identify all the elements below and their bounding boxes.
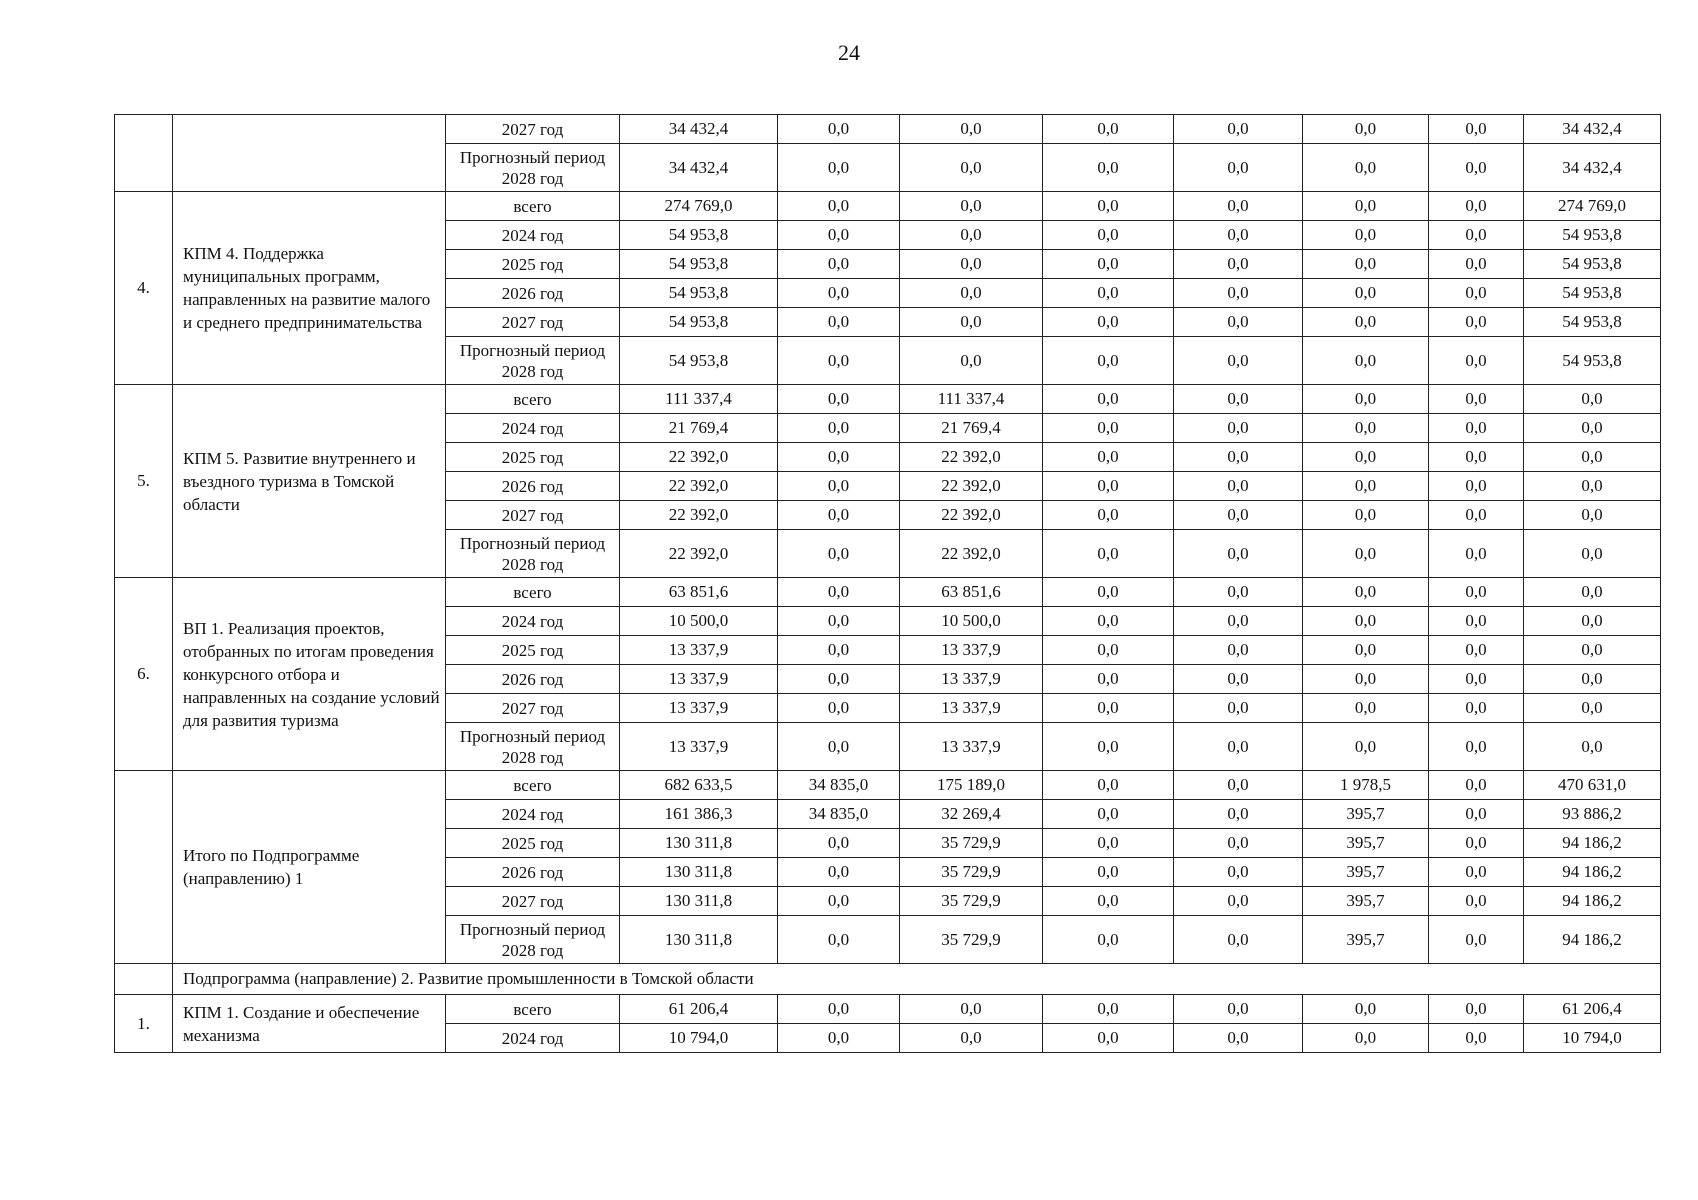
value-cell: 0,0: [900, 144, 1043, 192]
value-cell: 0,0: [1043, 665, 1174, 694]
value-cell: 0,0: [1043, 250, 1174, 279]
value-cell: 13 337,9: [900, 723, 1043, 771]
value-cell: 130 311,8: [620, 916, 778, 964]
value-cell: 0,0: [1524, 414, 1661, 443]
value-cell: 130 311,8: [620, 858, 778, 887]
value-cell: 0,0: [1524, 665, 1661, 694]
value-cell: 35 729,9: [900, 887, 1043, 916]
value-cell: 0,0: [1429, 607, 1524, 636]
period-cell: 2027 год: [446, 887, 620, 916]
value-cell: 0,0: [1429, 916, 1524, 964]
value-cell: 0,0: [1303, 607, 1429, 636]
period-cell: 2025 год: [446, 443, 620, 472]
value-cell: 0,0: [1303, 501, 1429, 530]
value-cell: 0,0: [1429, 414, 1524, 443]
value-cell: 0,0: [1043, 279, 1174, 308]
value-cell: 0,0: [1429, 115, 1524, 144]
value-cell: 395,7: [1303, 800, 1429, 829]
value-cell: 0,0: [778, 308, 900, 337]
value-cell: 0,0: [1303, 337, 1429, 385]
value-cell: 0,0: [1043, 501, 1174, 530]
value-cell: 10 500,0: [900, 607, 1043, 636]
table-row: [115, 115, 1661, 144]
value-cell: 0,0: [1174, 308, 1303, 337]
value-cell: 0,0: [1524, 694, 1661, 723]
value-cell: 0,0: [1174, 636, 1303, 665]
table-row: [115, 995, 1661, 1024]
page-number: 24: [838, 40, 860, 65]
value-cell: 0,0: [1524, 501, 1661, 530]
program-name: Итого по Подпрограмме (направлению) 1: [173, 771, 446, 964]
value-cell: 0,0: [778, 530, 900, 578]
value-cell: 0,0: [1043, 858, 1174, 887]
value-cell: 0,0: [1303, 115, 1429, 144]
value-cell: 0,0: [900, 995, 1043, 1024]
value-cell: 111 337,4: [620, 385, 778, 414]
value-cell: 0,0: [778, 144, 900, 192]
value-cell: 0,0: [1174, 472, 1303, 501]
period-cell: 2024 год: [446, 221, 620, 250]
value-cell: 0,0: [1429, 1024, 1524, 1053]
value-cell: 54 953,8: [1524, 250, 1661, 279]
value-cell: 93 886,2: [1524, 800, 1661, 829]
value-cell: 0,0: [1429, 337, 1524, 385]
value-cell: 0,0: [1174, 144, 1303, 192]
row-number: 4.: [115, 192, 173, 385]
value-cell: 0,0: [778, 723, 900, 771]
value-cell: 0,0: [778, 636, 900, 665]
value-cell: 175 189,0: [900, 771, 1043, 800]
value-cell: 0,0: [1174, 800, 1303, 829]
value-cell: 94 186,2: [1524, 887, 1661, 916]
value-cell: 0,0: [1303, 221, 1429, 250]
section-header: Подпрограмма (направление) 2. Развитие промышленности в Томской области: [173, 964, 1661, 995]
value-cell: 0,0: [1174, 771, 1303, 800]
value-cell: 0,0: [778, 887, 900, 916]
period-cell: 2026 год: [446, 472, 620, 501]
value-cell: 0,0: [1174, 995, 1303, 1024]
value-cell: 0,0: [900, 337, 1043, 385]
value-cell: 34 835,0: [778, 800, 900, 829]
value-cell: 13 337,9: [900, 636, 1043, 665]
value-cell: 0,0: [1429, 771, 1524, 800]
value-cell: 0,0: [1303, 694, 1429, 723]
value-cell: 0,0: [1043, 385, 1174, 414]
value-cell: 0,0: [1303, 995, 1429, 1024]
value-cell: 0,0: [1429, 636, 1524, 665]
value-cell: 54 953,8: [1524, 337, 1661, 385]
value-cell: 22 392,0: [900, 501, 1043, 530]
value-cell: 0,0: [1524, 723, 1661, 771]
value-cell: 395,7: [1303, 829, 1429, 858]
period-cell: всего: [446, 578, 620, 607]
value-cell: 0,0: [1043, 771, 1174, 800]
value-cell: 21 769,4: [900, 414, 1043, 443]
value-cell: 0,0: [1174, 414, 1303, 443]
value-cell: 0,0: [1174, 694, 1303, 723]
value-cell: 0,0: [1429, 858, 1524, 887]
value-cell: 13 337,9: [620, 694, 778, 723]
value-cell: 0,0: [1174, 858, 1303, 887]
period-cell: 2027 год: [446, 308, 620, 337]
value-cell: 0,0: [1174, 250, 1303, 279]
value-cell: 10 500,0: [620, 607, 778, 636]
value-cell: 61 206,4: [620, 995, 778, 1024]
value-cell: 0,0: [1043, 694, 1174, 723]
value-cell: 0,0: [1429, 250, 1524, 279]
value-cell: 0,0: [1174, 385, 1303, 414]
value-cell: 0,0: [1303, 192, 1429, 221]
value-cell: 0,0: [1303, 279, 1429, 308]
value-cell: 0,0: [1429, 221, 1524, 250]
value-cell: 0,0: [1524, 472, 1661, 501]
value-cell: 0,0: [1043, 443, 1174, 472]
value-cell: 0,0: [1043, 144, 1174, 192]
value-cell: 0,0: [778, 995, 900, 1024]
value-cell: 0,0: [1174, 665, 1303, 694]
value-cell: 470 631,0: [1524, 771, 1661, 800]
value-cell: 0,0: [778, 115, 900, 144]
value-cell: 0,0: [1303, 443, 1429, 472]
value-cell: 0,0: [1043, 607, 1174, 636]
period-cell: Прогнозный период 2028 год: [446, 144, 620, 192]
period-cell: 2024 год: [446, 607, 620, 636]
period-cell: Прогнозный период 2028 год: [446, 337, 620, 385]
value-cell: 0,0: [1429, 279, 1524, 308]
row-number: 1.: [115, 995, 173, 1053]
value-cell: 274 769,0: [620, 192, 778, 221]
value-cell: 0,0: [1043, 800, 1174, 829]
value-cell: 22 392,0: [620, 501, 778, 530]
row-number: [115, 964, 173, 995]
value-cell: 22 392,0: [620, 472, 778, 501]
value-cell: 54 953,8: [620, 279, 778, 308]
value-cell: 0,0: [1043, 192, 1174, 221]
period-cell: 2024 год: [446, 1024, 620, 1053]
value-cell: 22 392,0: [620, 443, 778, 472]
value-cell: 0,0: [1174, 192, 1303, 221]
value-cell: 0,0: [1429, 665, 1524, 694]
value-cell: 0,0: [1429, 472, 1524, 501]
value-cell: 32 269,4: [900, 800, 1043, 829]
value-cell: 21 769,4: [620, 414, 778, 443]
value-cell: 0,0: [778, 1024, 900, 1053]
value-cell: 0,0: [1174, 221, 1303, 250]
value-cell: 0,0: [1174, 829, 1303, 858]
value-cell: 161 386,3: [620, 800, 778, 829]
table-row: [115, 385, 1661, 414]
value-cell: 94 186,2: [1524, 916, 1661, 964]
value-cell: 0,0: [778, 250, 900, 279]
value-cell: 0,0: [1043, 337, 1174, 385]
value-cell: 0,0: [1043, 1024, 1174, 1053]
period-cell: 2027 год: [446, 501, 620, 530]
value-cell: 63 851,6: [900, 578, 1043, 607]
value-cell: 0,0: [1303, 636, 1429, 665]
value-cell: 54 953,8: [1524, 279, 1661, 308]
value-cell: 0,0: [1429, 385, 1524, 414]
period-cell: 2025 год: [446, 250, 620, 279]
value-cell: 0,0: [778, 279, 900, 308]
value-cell: 0,0: [1303, 144, 1429, 192]
value-cell: 0,0: [1429, 192, 1524, 221]
value-cell: 0,0: [1043, 472, 1174, 501]
value-cell: 35 729,9: [900, 858, 1043, 887]
value-cell: 0,0: [1174, 115, 1303, 144]
value-cell: 0,0: [1043, 530, 1174, 578]
period-cell: 2024 год: [446, 414, 620, 443]
value-cell: 0,0: [1303, 414, 1429, 443]
row-number: [115, 115, 173, 192]
value-cell: 54 953,8: [1524, 308, 1661, 337]
value-cell: 0,0: [1043, 308, 1174, 337]
value-cell: 395,7: [1303, 916, 1429, 964]
value-cell: 94 186,2: [1524, 829, 1661, 858]
value-cell: 54 953,8: [620, 221, 778, 250]
value-cell: 35 729,9: [900, 829, 1043, 858]
value-cell: 0,0: [778, 916, 900, 964]
value-cell: 0,0: [1174, 916, 1303, 964]
value-cell: 274 769,0: [1524, 192, 1661, 221]
value-cell: 94 186,2: [1524, 858, 1661, 887]
value-cell: 0,0: [900, 308, 1043, 337]
value-cell: 0,0: [1043, 887, 1174, 916]
value-cell: 0,0: [778, 501, 900, 530]
value-cell: 0,0: [1303, 250, 1429, 279]
value-cell: 0,0: [1429, 694, 1524, 723]
value-cell: 0,0: [1524, 443, 1661, 472]
period-cell: Прогнозный период 2028 год: [446, 530, 620, 578]
value-cell: 0,0: [1174, 1024, 1303, 1053]
value-cell: 0,0: [778, 829, 900, 858]
value-cell: 13 337,9: [620, 723, 778, 771]
period-cell: 2025 год: [446, 636, 620, 665]
value-cell: 34 432,4: [620, 144, 778, 192]
value-cell: 0,0: [900, 221, 1043, 250]
value-cell: 13 337,9: [620, 665, 778, 694]
value-cell: 0,0: [778, 578, 900, 607]
value-cell: 22 392,0: [900, 472, 1043, 501]
value-cell: 0,0: [1429, 501, 1524, 530]
value-cell: 34 432,4: [620, 115, 778, 144]
program-name: КПМ 5. Развитие внутреннего и въездного туризма в Томской области: [173, 385, 446, 578]
period-cell: всего: [446, 771, 620, 800]
period-cell: 2026 год: [446, 665, 620, 694]
value-cell: 0,0: [1174, 887, 1303, 916]
value-cell: 13 337,9: [620, 636, 778, 665]
value-cell: 0,0: [1429, 443, 1524, 472]
period-cell: 2027 год: [446, 694, 620, 723]
value-cell: 111 337,4: [900, 385, 1043, 414]
value-cell: 0,0: [778, 443, 900, 472]
value-cell: 0,0: [1524, 636, 1661, 665]
value-cell: 22 392,0: [620, 530, 778, 578]
value-cell: 0,0: [900, 279, 1043, 308]
value-cell: 0,0: [1174, 578, 1303, 607]
value-cell: 0,0: [1303, 472, 1429, 501]
period-cell: Прогнозный период 2028 год: [446, 723, 620, 771]
period-cell: 2026 год: [446, 279, 620, 308]
value-cell: 0,0: [778, 607, 900, 636]
period-cell: всего: [446, 192, 620, 221]
value-cell: 0,0: [1303, 308, 1429, 337]
value-cell: 0,0: [1043, 995, 1174, 1024]
budget-table: [114, 114, 1661, 1053]
value-cell: 0,0: [1429, 578, 1524, 607]
value-cell: 395,7: [1303, 858, 1429, 887]
value-cell: 63 851,6: [620, 578, 778, 607]
value-cell: 0,0: [1303, 578, 1429, 607]
table-row: [115, 771, 1661, 800]
value-cell: 0,0: [778, 414, 900, 443]
period-cell: всего: [446, 385, 620, 414]
value-cell: 0,0: [778, 385, 900, 414]
value-cell: 0,0: [1043, 115, 1174, 144]
value-cell: 0,0: [1174, 443, 1303, 472]
value-cell: 0,0: [900, 1024, 1043, 1053]
value-cell: 0,0: [778, 472, 900, 501]
value-cell: 0,0: [1303, 385, 1429, 414]
value-cell: 0,0: [1174, 337, 1303, 385]
value-cell: 0,0: [1043, 723, 1174, 771]
value-cell: 22 392,0: [900, 443, 1043, 472]
value-cell: 10 794,0: [1524, 1024, 1661, 1053]
value-cell: 0,0: [900, 250, 1043, 279]
period-cell: Прогнозный период 2028 год: [446, 916, 620, 964]
value-cell: 34 432,4: [1524, 115, 1661, 144]
value-cell: 0,0: [1524, 385, 1661, 414]
value-cell: 0,0: [1043, 829, 1174, 858]
table-row: [115, 578, 1661, 607]
value-cell: 0,0: [1174, 501, 1303, 530]
value-cell: 0,0: [1174, 607, 1303, 636]
value-cell: 54 953,8: [620, 337, 778, 385]
value-cell: 35 729,9: [900, 916, 1043, 964]
value-cell: 395,7: [1303, 887, 1429, 916]
value-cell: 0,0: [1043, 916, 1174, 964]
row-number: [115, 771, 173, 964]
value-cell: 0,0: [1524, 530, 1661, 578]
value-cell: 682 633,5: [620, 771, 778, 800]
value-cell: 130 311,8: [620, 887, 778, 916]
program-name: [173, 115, 446, 192]
value-cell: 0,0: [1303, 665, 1429, 694]
value-cell: 0,0: [778, 192, 900, 221]
value-cell: 0,0: [778, 221, 900, 250]
value-cell: 0,0: [1303, 723, 1429, 771]
value-cell: 0,0: [1524, 578, 1661, 607]
value-cell: 54 953,8: [1524, 221, 1661, 250]
value-cell: 0,0: [778, 665, 900, 694]
value-cell: 0,0: [1429, 144, 1524, 192]
value-cell: 0,0: [1174, 279, 1303, 308]
value-cell: 13 337,9: [900, 694, 1043, 723]
value-cell: 54 953,8: [620, 308, 778, 337]
value-cell: 0,0: [1303, 530, 1429, 578]
value-cell: 1 978,5: [1303, 771, 1429, 800]
value-cell: 0,0: [1429, 800, 1524, 829]
value-cell: 61 206,4: [1524, 995, 1661, 1024]
value-cell: 0,0: [1429, 308, 1524, 337]
value-cell: 0,0: [1043, 414, 1174, 443]
value-cell: 0,0: [900, 192, 1043, 221]
value-cell: 54 953,8: [620, 250, 778, 279]
value-cell: 0,0: [1174, 530, 1303, 578]
value-cell: 0,0: [1174, 723, 1303, 771]
section-header-row: [115, 964, 1661, 995]
period-cell: 2025 год: [446, 829, 620, 858]
value-cell: 0,0: [1429, 723, 1524, 771]
value-cell: 0,0: [1043, 578, 1174, 607]
value-cell: 0,0: [1429, 995, 1524, 1024]
table-row: [115, 192, 1661, 221]
row-number: 6.: [115, 578, 173, 771]
program-name: КПМ 4. Поддержка муниципальных программ, направленных на развитие малого и среднего предпринимательства: [173, 192, 446, 385]
value-cell: 0,0: [778, 858, 900, 887]
value-cell: 0,0: [1043, 221, 1174, 250]
value-cell: 10 794,0: [620, 1024, 778, 1053]
program-name: ВП 1. Реализация проектов, отобранных по итогам проведения конкурсного отбора и направленных на создание условий для развития туризма: [173, 578, 446, 771]
period-cell: 2024 год: [446, 800, 620, 829]
value-cell: 34 432,4: [1524, 144, 1661, 192]
period-cell: всего: [446, 995, 620, 1024]
period-cell: 2027 год: [446, 115, 620, 144]
value-cell: 0,0: [778, 337, 900, 385]
value-cell: 0,0: [1429, 530, 1524, 578]
value-cell: 0,0: [778, 694, 900, 723]
value-cell: 0,0: [1429, 829, 1524, 858]
value-cell: 34 835,0: [778, 771, 900, 800]
row-number: 5.: [115, 385, 173, 578]
value-cell: 0,0: [1524, 607, 1661, 636]
value-cell: 130 311,8: [620, 829, 778, 858]
value-cell: 0,0: [1303, 1024, 1429, 1053]
program-name: КПМ 1. Создание и обеспечение механизма: [173, 995, 446, 1053]
value-cell: 22 392,0: [900, 530, 1043, 578]
value-cell: 13 337,9: [900, 665, 1043, 694]
value-cell: 0,0: [900, 115, 1043, 144]
value-cell: 0,0: [1043, 636, 1174, 665]
value-cell: 0,0: [1429, 887, 1524, 916]
period-cell: 2026 год: [446, 858, 620, 887]
